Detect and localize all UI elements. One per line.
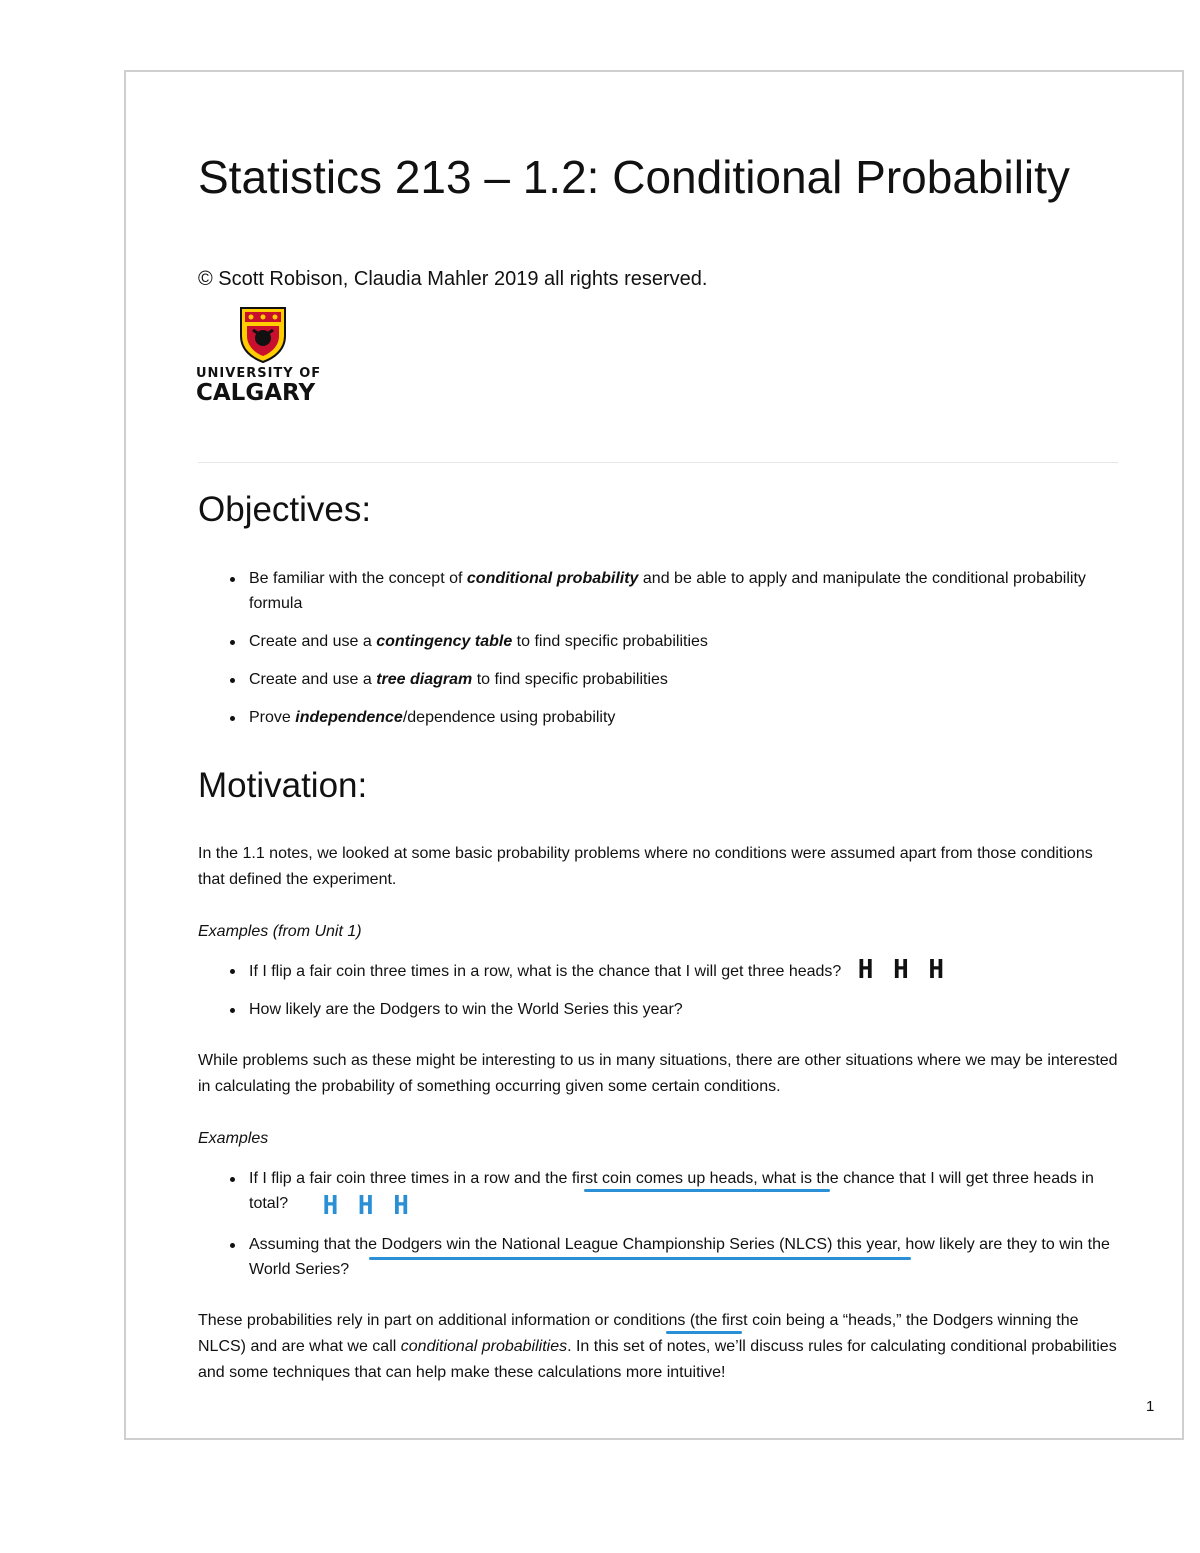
handwritten-hhh-annotation: H H H — [857, 955, 947, 985]
university-logo — [196, 306, 376, 406]
objective-item: Be familiar with the concept of conditional probability and be able to apply and manipulate the conditional probability formula — [223, 566, 1123, 616]
objectives-heading: Objectives: — [198, 490, 372, 529]
underlined-condition: the first coin comes up heads, — [545, 1170, 758, 1187]
handwritten-underline — [584, 1189, 830, 1192]
closing-paragraph: These probabilities rely in part on additional information or conditions (the first coin being a “heads,” the Dodgers winning the NLCS) and are what we call conditional probabilities. In this set of notes, we’ll discuss rules for calculating conditional probabilities and some techniques that can help make these calculations more intuitive! — [198, 1312, 1117, 1381]
examples-unit1-list — [223, 955, 1123, 1022]
page-number: 1 — [1146, 1398, 1155, 1415]
logo-line-1: UNIVERSITY OF — [196, 366, 322, 381]
section-divider — [198, 462, 1118, 463]
examples-unit1-label: Examples (from Unit 1) — [198, 923, 362, 940]
examples-list — [223, 1166, 1123, 1282]
handwritten-underline — [369, 1257, 911, 1260]
underlined-condition: the Dodgers win the National League Championship Series (NLCS) — [354, 1236, 833, 1253]
example-item: Assuming that the Dodgers win the National League Championship Series (NLCS) this year, how likely are they to win the World Series? — [223, 1232, 1123, 1282]
objectives-list — [223, 566, 1123, 730]
motivation-intro: In the 1.1 notes, we looked at some basic probability problems where no conditions were assumed apart from those conditions that defined the experiment. — [198, 845, 1093, 888]
examples-label: Examples — [198, 1130, 269, 1147]
objective-item: Create and use a tree diagram to find specific probabilities — [223, 667, 1123, 692]
motivation-middle-paragraph: While problems such as these might be interesting to us in many situations, there are other situations where we may be interested in calculating the probability of something occurring given some certain conditions. — [198, 1052, 1118, 1095]
example-item: If I flip a fair coin three times in a row and the first coin comes up heads, what is the chance that I will get three heads in total? H H H — [223, 1166, 1123, 1219]
objective-item: Create and use a contingency table to find specific probabilities — [223, 629, 1123, 654]
motivation-heading: Motivation: — [198, 766, 368, 805]
logo-line-2: CALGARY — [196, 380, 316, 406]
page-title: Statistics 213 – 1.2: Conditional Probability — [198, 151, 1070, 203]
university-crest-icon — [239, 306, 287, 364]
example-item: If I flip a fair coin three times in a row, what is the chance that I will get three heads? H H H — [223, 958, 1123, 984]
handwritten-hhh-annotation-blue: H H H — [322, 1191, 411, 1221]
example-item: How likely are the Dodgers to win the World Series this year? — [223, 997, 1123, 1022]
document-page — [124, 70, 1184, 1440]
objective-item: Prove independence/dependence using probability — [223, 705, 1123, 730]
copyright-notice: © Scott Robison, Claudia Mahler 2019 all rights reserved. — [198, 268, 708, 290]
